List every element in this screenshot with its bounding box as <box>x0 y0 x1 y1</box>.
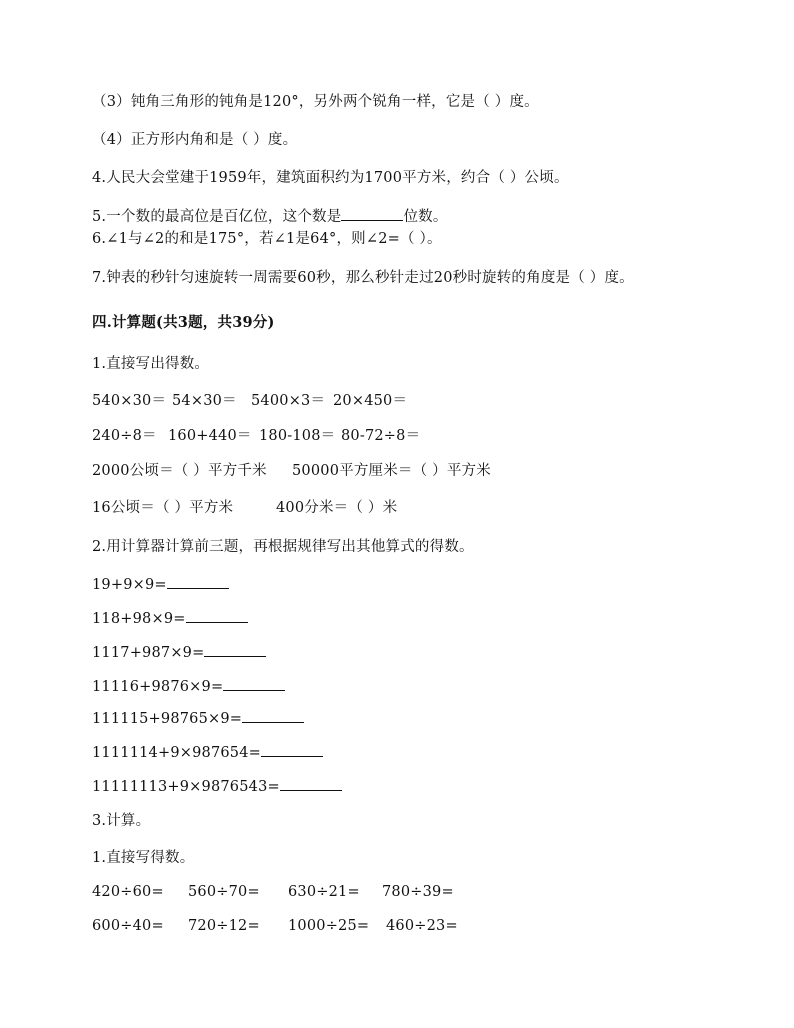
calc-item: 20×450＝ <box>333 393 408 409</box>
calc-item: 600÷40= <box>92 918 164 934</box>
calc-item: 540×30＝ <box>92 393 167 409</box>
calc-item: 5400×3＝ <box>251 393 326 409</box>
calc-item: 560÷70= <box>188 884 260 900</box>
calculator-item <box>92 642 266 663</box>
calculator-expression: 118+98×9= <box>92 611 186 627</box>
answer-blank <box>280 776 342 791</box>
calculator-item <box>92 608 248 629</box>
calc-item: 180-108＝ <box>259 428 336 444</box>
problem-1-title: 1.直接写出得数。 <box>92 356 210 372</box>
calculator-item <box>92 574 229 595</box>
problem-3-subtitle: 1.直接写得数。 <box>92 850 195 866</box>
calc-item: 630÷21= <box>288 884 360 900</box>
calculator-expression: 11116+9876×9= <box>92 679 224 695</box>
question-5-suffix: 位数。 <box>403 209 448 225</box>
calculator-expression: 1117+987×9= <box>92 645 205 661</box>
calc-item: 460÷23= <box>386 918 458 934</box>
answer-blank <box>261 742 323 757</box>
calculator-expression: 11111113+9×9876543= <box>92 779 280 795</box>
answer-blank <box>204 642 266 657</box>
problem-2-title: 2.用计算器计算前三题，再根据规律写出其他算式的得数。 <box>92 539 474 555</box>
calc-item: 240÷8＝ <box>92 428 157 444</box>
calculator-expression: 111115+98765×9= <box>92 711 243 727</box>
calculator-item <box>92 776 342 797</box>
calculator-item <box>92 742 323 763</box>
question-5 <box>92 206 448 227</box>
calc-item: 400分米＝（ ）米 <box>276 500 398 516</box>
calculator-expression: 19+9×9= <box>92 577 167 593</box>
calc-item: 54×30＝ <box>172 393 237 409</box>
question-4: 4.人民大会堂建于1959年，建筑面积约为1700平方米，约合（ ）公顷。 <box>92 170 569 186</box>
question-7: 7.钟表的秒针匀速旋转一周需要60秒，那么秒针走过20秒时旋转的角度是（ ）度。 <box>92 270 634 286</box>
calc-item: 420÷60= <box>92 884 164 900</box>
calc-item: 16公顷＝（ ）平方米 <box>92 500 234 516</box>
calculator-expression: 1111114+9×987654= <box>92 745 262 761</box>
answer-blank <box>223 676 285 691</box>
calc-item: 1000÷25= <box>288 918 370 934</box>
calc-item: 160+440＝ <box>168 428 252 444</box>
question-6: 6.∠1与∠2的和是175°，若∠1是64°，则∠2=（ ）。 <box>92 231 442 247</box>
calc-item: 780÷39= <box>382 884 454 900</box>
section-4-heading: 四.计算题(共3题，共39分) <box>92 314 275 331</box>
calc-item: 80-72÷8＝ <box>341 428 421 444</box>
calc-item: 2000公顷＝（ ）平方千米 <box>92 463 267 479</box>
question-3-part-4: （4）正方形内角和是（ ）度。 <box>92 132 298 148</box>
answer-blank <box>341 206 403 221</box>
question-3-part-3: （3）钝角三角形的钝角是120°，另外两个锐角一样，它是（ ）度。 <box>92 94 539 110</box>
answer-blank <box>167 574 229 589</box>
calc-item: 720÷12= <box>188 918 260 934</box>
calc-item: 50000平方厘米＝（ ）平方米 <box>292 463 491 479</box>
answer-blank <box>242 708 304 723</box>
question-5-text: 5.一个数的最高位是百亿位，这个数是 <box>92 209 342 225</box>
calculator-item <box>92 708 304 729</box>
answer-blank <box>186 608 248 623</box>
problem-3-title: 3.计算。 <box>92 813 151 829</box>
calculator-item <box>92 676 285 697</box>
